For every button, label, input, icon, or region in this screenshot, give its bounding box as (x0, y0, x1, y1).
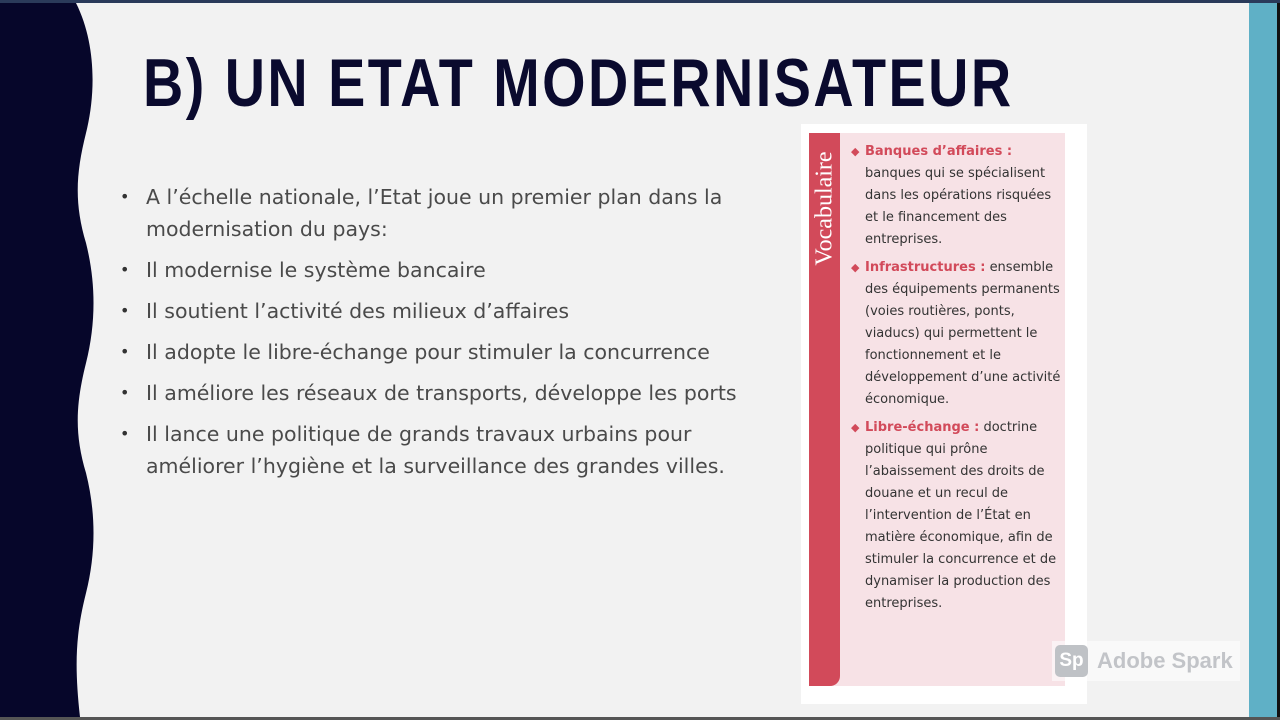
adobe-spark-logo-icon: Sp (1055, 645, 1088, 677)
bullet-item (120, 418, 760, 482)
vocabulary-term: Infrastructures : (865, 260, 986, 275)
bullet-item (120, 336, 760, 368)
presentation-slide (0, 3, 1280, 717)
bullet-item (120, 377, 760, 409)
bullet-text: Il soutient l’activité des milieux d’affaires (146, 299, 570, 323)
diamond-bullet-icon: ◆ (851, 421, 860, 434)
vocabulary-entry (851, 141, 1063, 251)
bullet-text: Il adopte le libre-échange pour stimuler la concurrence (146, 340, 710, 364)
decorative-wave-shape (0, 3, 100, 717)
vocabulary-tab (809, 133, 840, 686)
vocabulary-definition: doctrine politique qui prône l’abaissement des droits de douane et un recul de l’intervention de l’État en matière économique, afin de stimuler la concurrence et de dynamiser la production des entreprises. (865, 420, 1057, 611)
vocabulary-definition: ensemble des équipements permanents (voies routières, ponts, viaducs) qui permettent le fonctionnement et le développement d’une activité économique. (865, 260, 1061, 407)
diamond-bullet-icon: ◆ (851, 261, 860, 274)
bullet-text: A l’échelle nationale, l’Etat joue un premier plan dans la modernisation du pays: (146, 185, 723, 241)
bullet-dot-icon: • (120, 260, 130, 279)
bullet-dot-icon: • (120, 187, 130, 206)
bullet-list (120, 181, 760, 491)
vocabulary-entry (851, 417, 1063, 615)
bullet-item (120, 295, 760, 327)
diamond-bullet-icon: ◆ (851, 145, 860, 158)
bullet-text: Il modernise le système bancaire (146, 258, 486, 282)
bullet-text: Il améliore les réseaux de transports, développe les ports (146, 381, 737, 405)
bullet-item (120, 181, 760, 245)
bullet-dot-icon: • (120, 301, 130, 320)
adobe-spark-watermark (1052, 641, 1240, 681)
bullet-dot-icon: • (120, 424, 130, 443)
vocabulary-tab-label: Vocabulaire (811, 151, 838, 266)
bullet-dot-icon: • (120, 383, 130, 402)
accent-side-bar (1249, 3, 1277, 717)
bullet-dot-icon: • (120, 342, 130, 361)
vocabulary-card (801, 124, 1087, 704)
vocabulary-panel (809, 133, 1065, 686)
vocabulary-entry (851, 257, 1063, 411)
bullet-item (120, 254, 760, 286)
watermark-text: Adobe Spark (1097, 648, 1233, 673)
vocabulary-term: Libre-échange : (865, 420, 980, 435)
vocabulary-list (851, 141, 1063, 621)
slide-title: B) UN ETAT MODERNISATEUR (143, 45, 1014, 121)
bullet-text: Il lance une politique de grands travaux urbains pour améliorer l’hygiène et la surveillance des grandes villes. (146, 422, 725, 478)
vocabulary-term: Banques d’affaires : (865, 144, 1013, 159)
vocabulary-definition: banques qui se spécialisent dans les opérations risquées et le financement des entreprises. (865, 166, 1052, 247)
